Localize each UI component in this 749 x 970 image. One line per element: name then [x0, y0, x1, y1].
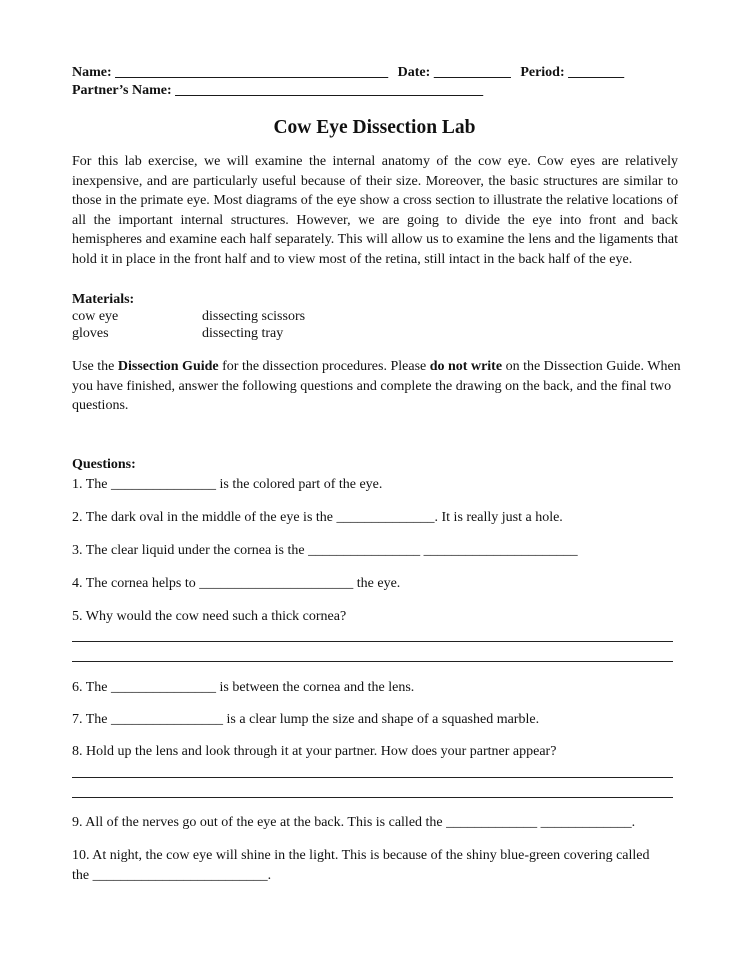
text: for the dissection procedures. Please: [218, 359, 430, 374]
materials-row: [72, 325, 472, 342]
text: on the Dissection Guide. When you have finished, answer the following questions and complete the drawing on the back, and the final two questions.: [72, 359, 681, 414]
question-7: 7. The ________________ is a clear lump the size and shape of a squashed marble.: [72, 712, 540, 727]
materials-heading: Materials:: [72, 292, 135, 307]
question-9: 9. All of the nerves go out of the eye at the back. This is called the _____________ _____________.: [72, 815, 636, 830]
partner-row: [72, 82, 483, 99]
name-row: [72, 64, 624, 81]
partner-label: Partner’s Name:: [72, 83, 172, 98]
question-10: 10. At night, the cow eye will shine in the light. This is because of the shiny blue-green covering called: [72, 848, 650, 863]
do-not-write-emphasis: do not write: [429, 359, 503, 374]
answer-line[interactable]: [72, 641, 673, 642]
materials-row: [72, 308, 472, 325]
material-item: dissecting tray: [202, 326, 284, 341]
intro-paragraph: For this lab exercise, we will examine the internal anatomy of the cow eye. Cow eyes are relatively inexpensive, and are particularly useful because of their size. Moreover, the basic structures are similar to those in the primate eye. Most diagrams of the eye show a cross section to illustrate the relative locations of all the important internal structures. However, we are going to divide the eye into front and back hemispheres and examine each half separately. This will allow us to examine the lens and the ligaments that hold it in place in the front half and to view most of the retina, still intact in the back half of the eye.: [72, 154, 678, 267]
question-1: 1. The _______________ is the colored part of the eye.: [72, 477, 383, 492]
answer-line[interactable]: [72, 797, 673, 798]
period-label: Period:: [520, 65, 565, 80]
question-2: 2. The dark oval in the middle of the eye is the ______________. It is really just a hole.: [72, 510, 563, 525]
question-4: 4. The cornea helps to ______________________ the eye.: [72, 576, 401, 591]
material-item: gloves: [72, 326, 109, 341]
material-item: dissecting scissors: [202, 309, 306, 324]
instructions-paragraph: [72, 357, 692, 416]
question-10-continued: the _________________________.: [72, 868, 272, 883]
questions-heading: Questions:: [72, 457, 136, 472]
question-6: 6. The _______________ is between the cornea and the lens.: [72, 680, 415, 695]
dissection-guide-emphasis: Dissection Guide: [117, 359, 219, 374]
name-label: Name:: [72, 65, 112, 80]
date-field[interactable]: ___________: [433, 65, 511, 80]
answer-line[interactable]: [72, 661, 673, 662]
material-item: cow eye: [72, 309, 119, 324]
question-5: 5. Why would the cow need such a thick cornea?: [72, 609, 347, 624]
period-field[interactable]: ________: [568, 65, 625, 80]
text: Use the: [72, 359, 118, 374]
question-3: 3. The clear liquid under the cornea is the ________________ ______________________: [72, 543, 578, 558]
answer-line[interactable]: [72, 777, 673, 778]
page-title: Cow Eye Dissection Lab: [273, 117, 476, 138]
question-8: 8. Hold up the lens and look through it at your partner. How does your partner appear?: [72, 744, 557, 759]
partner-field[interactable]: ____________________________________________: [175, 83, 484, 98]
name-field[interactable]: _______________________________________: [115, 65, 389, 80]
date-label: Date:: [397, 65, 431, 80]
